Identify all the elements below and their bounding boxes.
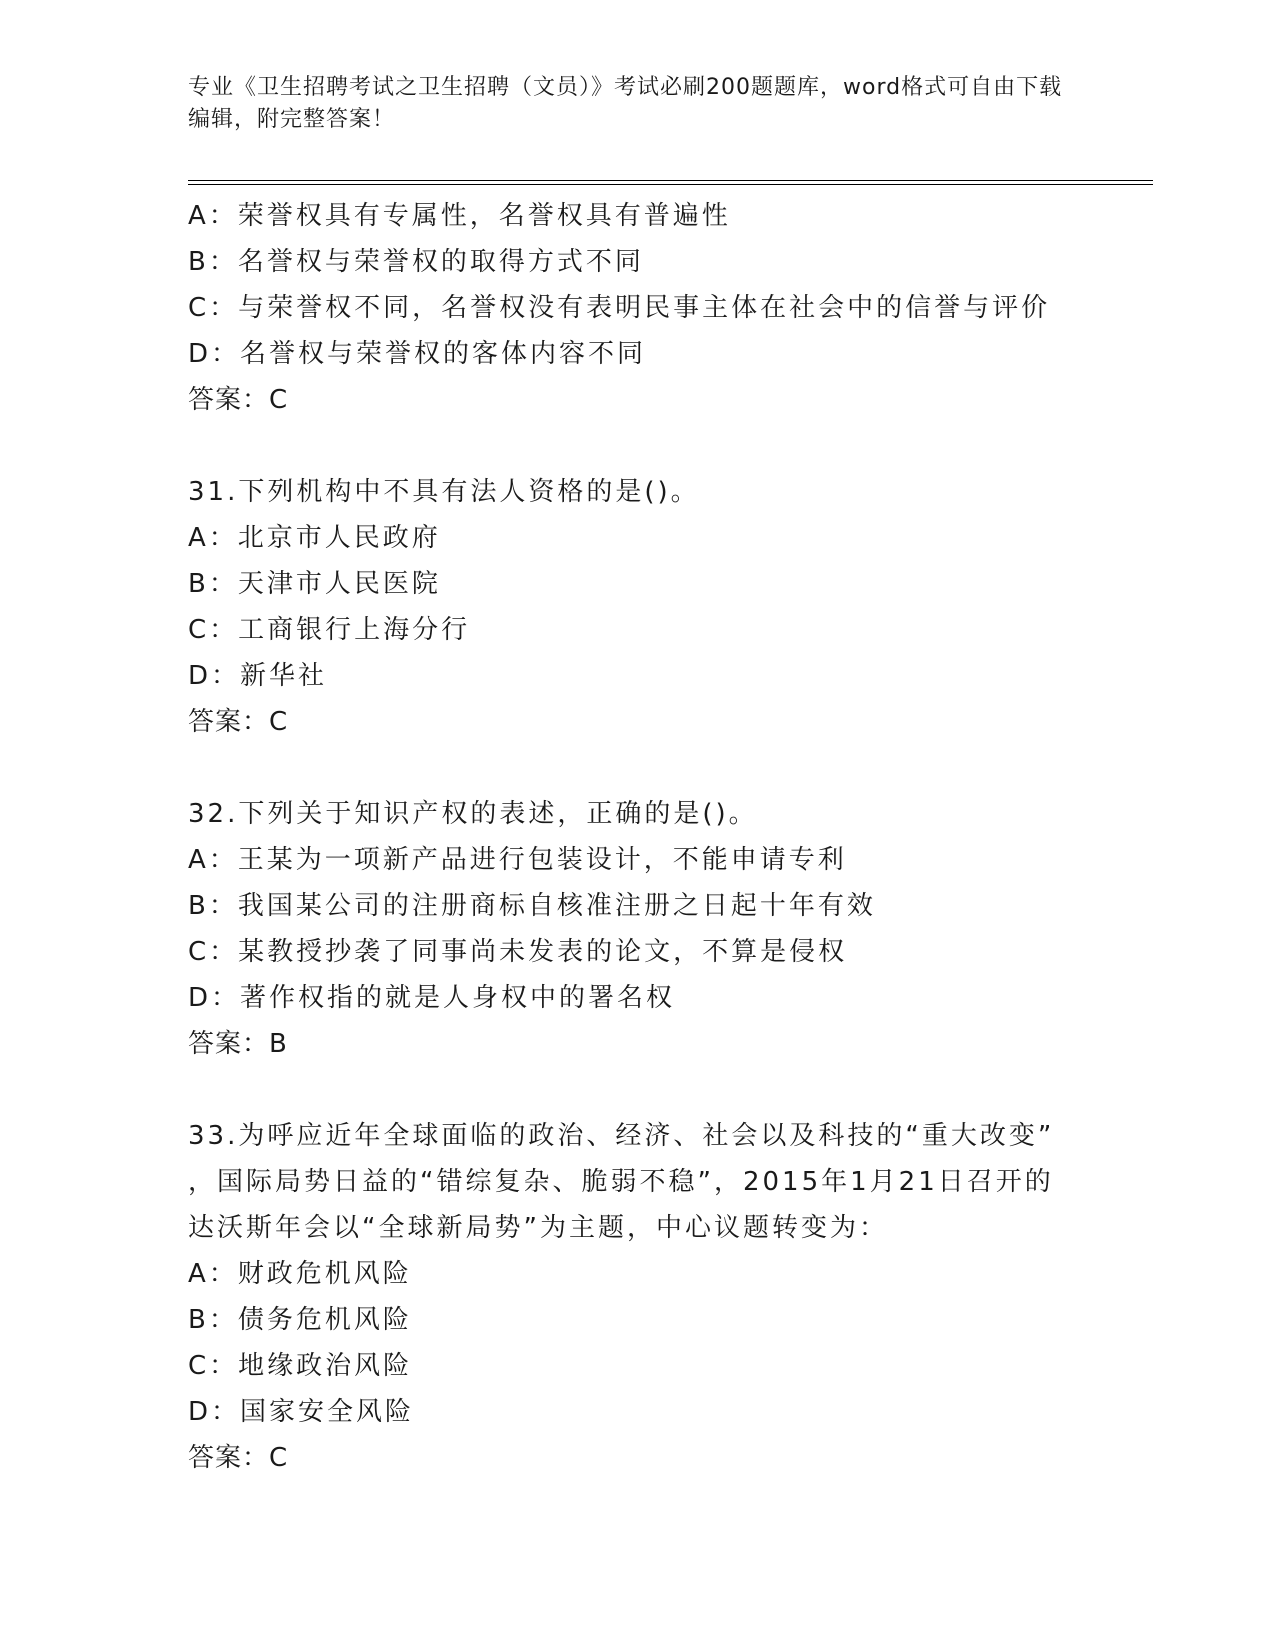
- question-stem-line-2: ，国际局势日益的“错综复杂、脆弱不稳”，2015年1月21日召开的: [188, 1167, 1054, 1197]
- option-a: A：荣誉权具有专属性，名誉权具有普遍性: [188, 201, 731, 231]
- option-d: D：著作权指的就是人身权中的署名权: [188, 983, 676, 1013]
- option-c: C：某教授抄袭了同事尚未发表的论文，不算是侵权: [188, 937, 848, 967]
- answer: 答案：C: [188, 385, 289, 415]
- header-divider: [188, 180, 1153, 185]
- option-c: C：与荣誉权不同，名誉权没有表明民事主体在社会中的信誉与评价: [188, 293, 1051, 323]
- question-stem: 31.下列机构中不具有法人资格的是()。: [188, 477, 700, 507]
- option-b: B：债务危机风险: [188, 1305, 412, 1335]
- option-d: D：新华社: [188, 661, 328, 691]
- option-a: A：王某为一项新产品进行包装设计，不能申请专利: [188, 845, 847, 875]
- option-a: A：财政危机风险: [188, 1259, 412, 1289]
- question-content: [188, 193, 1118, 1481]
- option-c: C：工商银行上海分行: [188, 615, 471, 645]
- question-31: [188, 469, 1118, 745]
- answer: 答案：B: [188, 1029, 288, 1059]
- document-header: 专业《卫生招聘考试之卫生招聘（文员）》考试必刷200题题库，word格式可自由下载编辑，附完整答案！: [188, 75, 1063, 132]
- option-b: B：我国某公司的注册商标自核准注册之日起十年有效: [188, 891, 876, 921]
- option-a: A：北京市人民政府: [188, 523, 441, 553]
- question-stem-line-1: 33.为呼应近年全球面临的政治、经济、社会以及科技的“重大改变”: [188, 1121, 1055, 1151]
- answer: 答案：C: [188, 1443, 289, 1473]
- option-d: D：名誉权与荣誉权的客体内容不同: [188, 339, 647, 369]
- question-33: [188, 1113, 1118, 1481]
- option-b: B：天津市人民医院: [188, 569, 441, 599]
- question-stem: 32.下列关于知识产权的表述，正确的是()。: [188, 799, 758, 829]
- question-stem-line-3: 达沃斯年会以“全球新局势”为主题，中心议题转变为：: [188, 1213, 888, 1243]
- answer: 答案：C: [188, 707, 289, 737]
- option-c: C：地缘政治风险: [188, 1351, 413, 1381]
- question-30: [188, 193, 1118, 423]
- question-32: [188, 791, 1118, 1067]
- option-b: B：名誉权与荣誉权的取得方式不同: [188, 247, 644, 277]
- option-d: D：国家安全风险: [188, 1397, 415, 1427]
